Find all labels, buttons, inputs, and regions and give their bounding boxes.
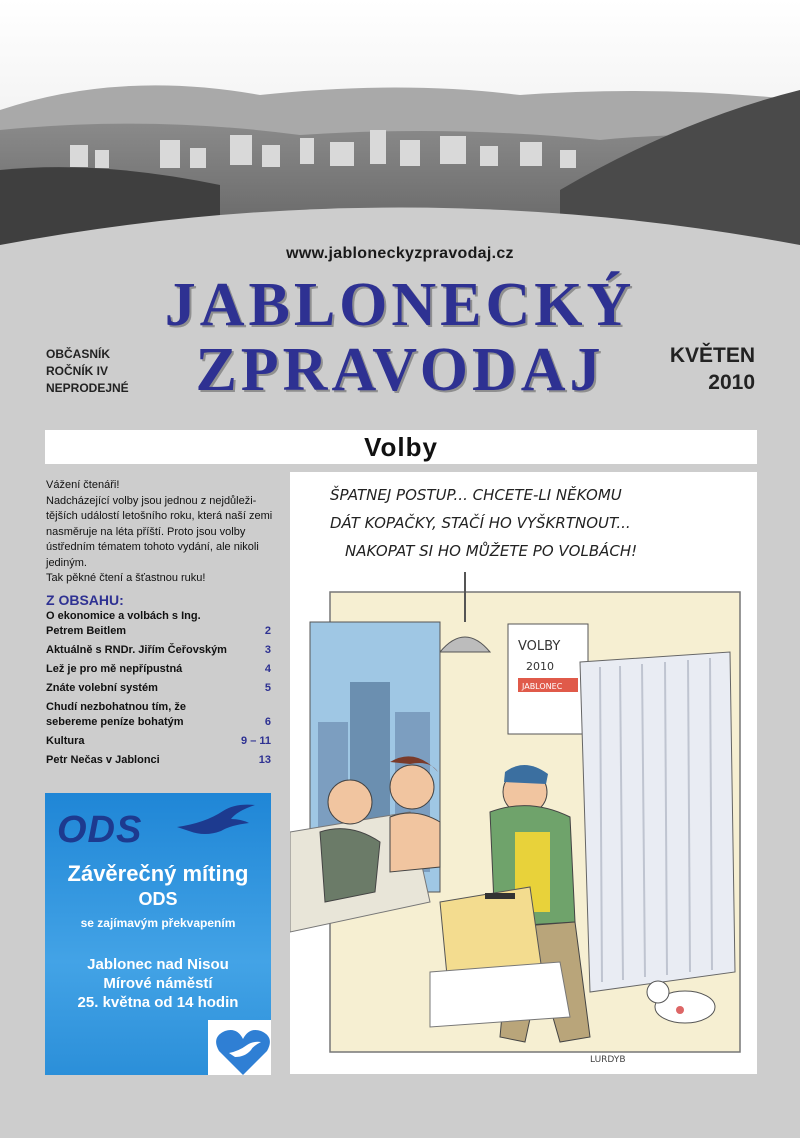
toc-item-page: 6 xyxy=(264,716,271,728)
city-panorama-photo xyxy=(0,0,800,270)
cartoon-caption-line: NAKOPAT SI HO MŮŽETE PO VOLBÁCH! xyxy=(345,542,638,560)
election-cartoon xyxy=(290,472,757,1074)
toc-item-page: 2 xyxy=(264,625,271,637)
intro-closing: Tak pěkné čtení a šťastnou ruku! xyxy=(46,572,206,584)
issue-year: 2010 xyxy=(708,371,755,394)
intro-body: Nadcházející volby jsou jednou z nejdůleži-tějších událostí letošního roku, která naší zemi nasměruje na léta příští. Proto jsou volby ústředním tématem tohoto vydání, ale nikoli jediným. xyxy=(46,494,273,569)
toc-item-title: Kultura xyxy=(46,735,85,747)
toc-item-title: Aktuálně s RNDr. Jiřím Čeřovským xyxy=(46,644,227,656)
toc-item[interactable] xyxy=(46,734,271,749)
ods-logo: ODS xyxy=(57,809,143,851)
cartoonist-signature: LURDYB xyxy=(590,1055,626,1065)
toc-item[interactable] xyxy=(46,662,271,677)
periodicity-label: OBČASNÍK xyxy=(46,347,111,361)
toc-item-page: 4 xyxy=(264,663,271,675)
masthead-title-line1: JABLONECKÝ xyxy=(164,271,636,339)
poster-town: JABLONEC xyxy=(522,682,563,691)
cartoon-illustration xyxy=(290,472,757,1074)
poster-title: VOLBY xyxy=(518,639,561,654)
ad-venue: Mírové náměstí xyxy=(103,975,213,992)
toc-heading: Z OBSAHU: xyxy=(46,592,124,608)
volume-label: ROČNÍK IV xyxy=(46,364,109,378)
toc-item[interactable] xyxy=(46,753,271,768)
toc-item-page: 3 xyxy=(264,644,271,656)
ad-city: Jablonec nad Nisou xyxy=(87,956,229,973)
toc-item-title: Petr Nečas v Jablonci xyxy=(46,754,160,766)
issue-month: KVĚTEN xyxy=(669,344,755,367)
cartoon-caption-line: ŠPATNEJ POSTUP... CHCETE-LI NĚKOMU xyxy=(330,486,622,504)
heart-icon xyxy=(215,1027,271,1075)
issue-meta xyxy=(46,346,129,397)
ad-date: 25. května od 14 hodin xyxy=(77,994,239,1011)
toc-item-title: Chudí nezbohatnou tím, že sebereme peníze bohatým xyxy=(46,701,186,728)
toc-item-page: 13 xyxy=(258,754,271,766)
toc-item[interactable] xyxy=(46,643,271,658)
toc-item[interactable] xyxy=(46,681,271,696)
cartoon-caption-line: DÁT KOPAČKY, STAČÍ HO VYŠKRTNOUT... xyxy=(330,514,631,532)
table-of-contents xyxy=(46,609,271,772)
bird-icon xyxy=(175,801,257,841)
toc-item-page: 5 xyxy=(264,682,271,694)
toc-item-title: O ekonomice a volbách s Ing. Petrem Beitlem xyxy=(46,610,201,637)
heart-logo-box xyxy=(208,1020,271,1075)
masthead-title-line2: ZPRAVODAJ xyxy=(195,336,605,404)
toc-item-page: 9 – 11 xyxy=(241,735,271,747)
ad-party: ODS xyxy=(138,889,178,909)
toc-item-title: Znáte volební systém xyxy=(46,682,158,694)
ods-rally-advert[interactable] xyxy=(45,793,271,1075)
editorial-intro xyxy=(46,478,276,587)
ad-subline: se zajímavým překvapením xyxy=(80,916,236,930)
ad-headline: Závěrečný míting xyxy=(67,861,249,886)
toc-item[interactable] xyxy=(46,700,271,730)
not-for-sale-label: NEPRODEJNÉ xyxy=(46,381,129,395)
issue-date xyxy=(670,342,755,396)
intro-greeting: Vážení čtenáři! xyxy=(46,479,120,491)
toc-item-title: Lež je pro mě nepřípustná xyxy=(46,663,183,675)
headline-banner: Volby xyxy=(45,430,757,464)
website-url[interactable]: www.jabloneckyzpravodaj.cz xyxy=(286,245,514,262)
poster-year: 2010 xyxy=(526,660,554,673)
toc-item[interactable] xyxy=(46,609,271,639)
